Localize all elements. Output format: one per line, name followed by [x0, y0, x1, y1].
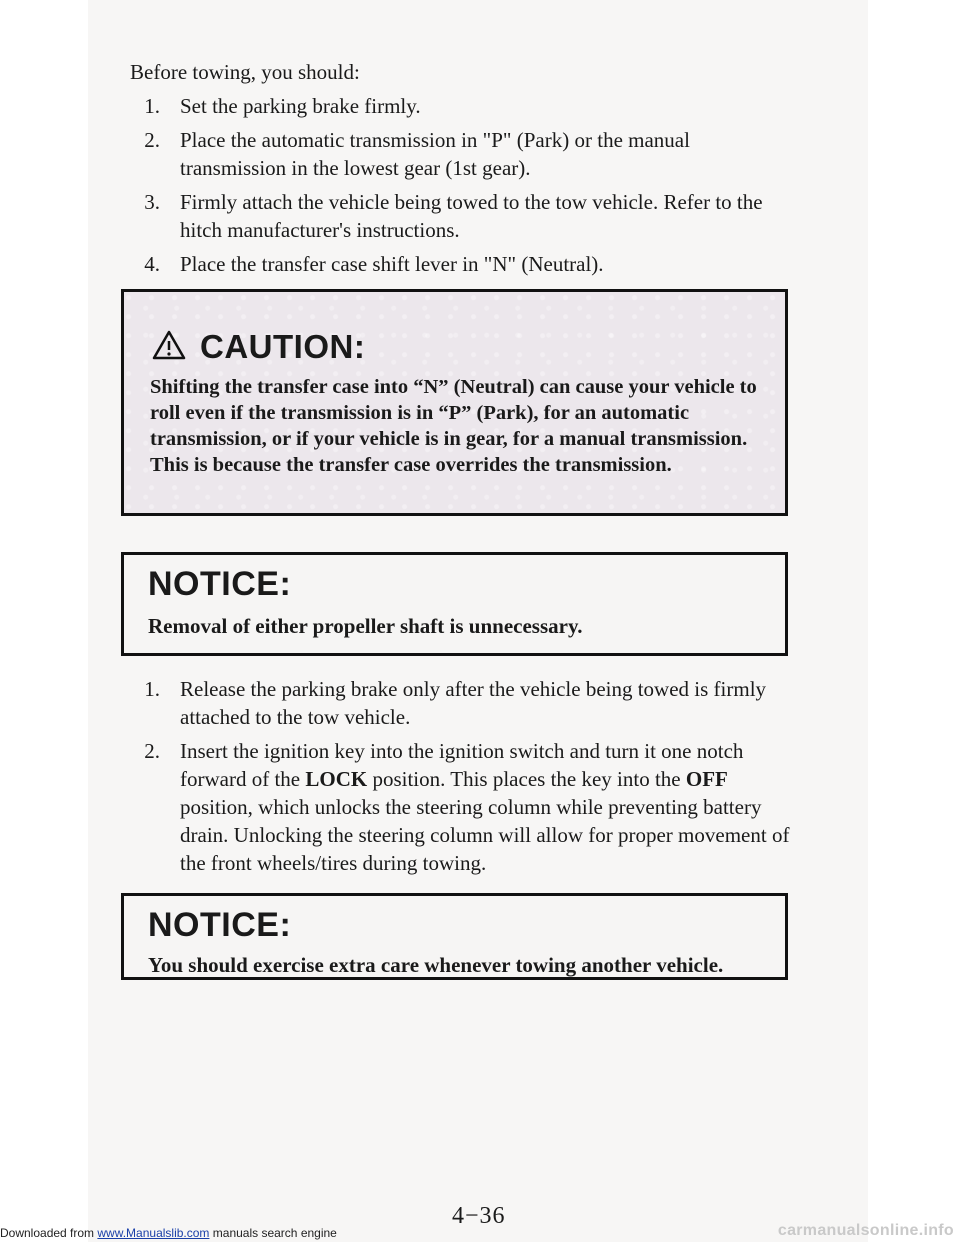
list-item [130, 92, 790, 120]
step-text [170, 737, 790, 877]
step-number: 2. [144, 739, 160, 763]
intro-text: Before towing, you should: [130, 60, 360, 84]
page-number: 4−36 [452, 1203, 506, 1229]
notice-box [121, 552, 788, 656]
notice-box [121, 893, 788, 980]
footer-prefix: Downloaded from [0, 1226, 98, 1240]
list-item [130, 675, 790, 731]
steps-after-list [130, 675, 790, 883]
step-number: 2. [144, 128, 160, 152]
manualslib-link[interactable]: www.Manualslib.com [97, 1226, 210, 1240]
step-number: 1. [144, 677, 160, 701]
step-text: Firmly attach the vehicle being towed to the tow vehicle. Refer to the hitch manufacturer's instructions. [180, 190, 763, 242]
step-number: 3. [144, 190, 160, 214]
list-item [130, 737, 790, 877]
step-number: 1. [144, 94, 160, 118]
step-text: Place the transfer case shift lever in "N" (Neutral). [180, 252, 604, 276]
step-text: Place the automatic transmission in "P" (Park) or the manual transmission in the lowest gear (1st gear). [180, 128, 690, 180]
caution-text: Shifting the transfer case into “N” (Neutral) can cause your vehicle to roll even if the transmission is in “P” (Park), for an automatic transmission, or if your vehicle is in gear, for a manual transmission. This is because the transfer case overrides the transmission. [150, 376, 757, 476]
list-item [130, 188, 790, 244]
caution-header [152, 328, 365, 366]
warning-triangle-icon [152, 330, 186, 365]
lock-keyword: LOCK [305, 767, 368, 791]
step-text: Set the parking brake firmly. [180, 94, 421, 118]
watermark: carmanualsonline.info [777, 1222, 954, 1239]
notice-title: NOTICE: [148, 906, 292, 944]
footer-suffix: manuals search engine [209, 1226, 337, 1240]
notice-text: You should exercise extra care whenever towing another vehicle. [148, 953, 724, 977]
caution-title: CAUTION: [200, 328, 366, 365]
step-text-part: Insert the ignition key into the ignition switch and turn it one notch forward of the [180, 739, 744, 791]
step-text: Release the parking brake only after the vehicle being towed is firmly attached to the tow vehicle. [180, 677, 767, 729]
steps-before-list [130, 92, 790, 284]
list-item [130, 126, 790, 182]
step-number: 4. [144, 252, 160, 276]
list-item [130, 250, 790, 278]
notice-title: NOTICE: [148, 565, 292, 603]
off-keyword: OFF [685, 767, 728, 791]
step-text-part: position. This places the key into the [367, 767, 686, 791]
download-footer [0, 1226, 337, 1240]
notice-text: Removal of either propeller shaft is unnecessary. [148, 614, 583, 638]
caution-box [121, 289, 788, 516]
step-text-part: position, which unlocks the steering column while preventing battery drain. Unlocking the steering column will allow for proper movement of the front wheels/tires during towing. [180, 795, 790, 875]
